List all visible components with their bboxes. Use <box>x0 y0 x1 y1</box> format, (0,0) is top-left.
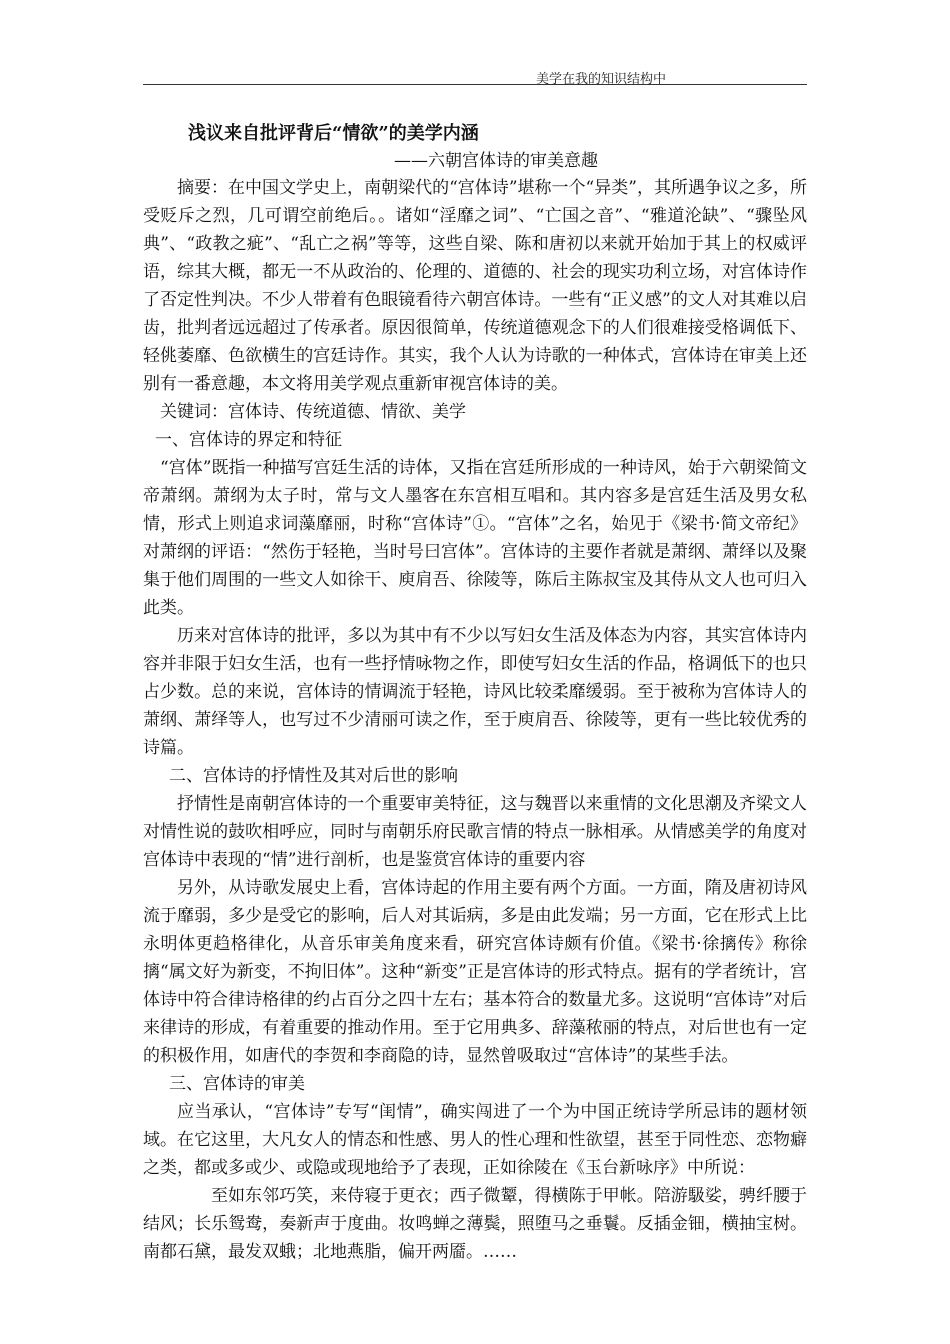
keywords-line: 关键词：宫体诗、传统道德、情欲、美学 <box>160 402 466 422</box>
section1-paragraph-1: “宫体”既指一种描写宫廷生活的诗体，又指在宫廷所形成的一种诗风，始于六朝梁简文帝萧纲。萧纲为太子时，常与文人墨客在东宫相互唱和。其内容多是宫廷生活及男女私情，形式上则追求词藻靡丽，时称“宫体诗”①。“宫体”之名，始见于《梁书·简文帝纪》对萧纲的评语：“然伤于轻艳，当时号曰宫体”。宫体诗的主要作者就是萧纲、萧绎以及聚集于他们周围的一些文人如徐干、庾肩吾、徐陵等，陈后主陈叔宝及其侍从文人也可归入此类。 <box>143 458 807 618</box>
article-body <box>143 120 807 1266</box>
section1-heading: 一、宫体诗的界定和特征 <box>155 430 342 450</box>
section2-paragraph-2: 另外，从诗歌发展史上看，宫体诗起的作用主要有两个方面。一方面，隋及唐初诗风流于靡弱，多少是受它的影响，后人对其诟病，多是由此发端；另一方面，它在形式上比永明体更趋格律化，从音乐审美角度来看，研究宫体诗颇有价值。《梁书·徐摛传》称徐摛“属文好为新变，不拘旧体”。这种“新变”正是宫体诗的形式特点。据有的学者统计，宫体诗中符合律诗格律的约占百分之四十左右；基本符合的数量尤多。这说明“宫体诗”对后来律诗的形成，有着重要的推动作用。至于它用典多、辞藻秾丽的特点，对后世也有一定的积极作用，如唐代的李贺和李商隐的诗，显然曾吸取过“宫体诗”的某些手法。 <box>143 878 807 1066</box>
section3-paragraph-1: 应当承认，“宫体诗”专写“闺情”，确实闯进了一个为中国正统诗学所忌讳的题材领域。在它这里，大凡女人的情态和性感、男人的性心理和性欲望，甚至于同性恋、恋物癖之类，都或多或少、或隐或现地给予了表现，正如徐陵在《玉台新咏序》中所说： <box>143 1102 807 1178</box>
article-title: 浅议来自批评背后“情欲”的美学内涵 <box>188 123 479 144</box>
running-header: 美学在我的知识结构中 <box>535 72 666 87</box>
section3-quotation: 至如东邻巧笑，来侍寝于更衣；西子微颦，得横陈于甲帐。陪游馺娑，骋纤腰于结风；长乐鸳鸯，奏新声于度曲。妆鸣蝉之薄鬓，照堕马之垂鬟。反插金钿，横抽宝树。南都石黛，最发双蛾；北地燕脂，偏开两靥。…… <box>143 1186 807 1262</box>
article-subtitle: ——六朝宫体诗的审美意趣 <box>394 151 598 171</box>
section1-paragraph-2: 历来对宫体诗的批评，多以为其中有不少以写妇女生活及体态为内容，其实宫体诗内容并非限于妇女生活，也有一些抒情咏物之作，即使写妇女生活的作品，格调低下的也只占少数。总的来说，宫体诗的情调流于轻艳，诗风比较柔靡缓弱。至于被称为宫体诗人的萧纲、萧绎等人，也写过不少清丽可读之作，至于庾肩吾、徐陵等，更有一些比较优秀的诗篇。 <box>143 626 807 758</box>
header-divider <box>143 84 807 85</box>
section2-paragraph-1: 抒情性是南朝宫体诗的一个重要审美特征，这与魏晋以来重情的文化思潮及齐梁文人对情性说的鼓吹相呼应，同时与南朝乐府民歌言情的特点一脉相承。从情感美学的角度对宫体诗中表现的“情”进行剖析，也是鉴赏宫体诗的重要内容 <box>143 794 807 870</box>
section3-heading: 三、宫体诗的审美 <box>169 1074 305 1094</box>
section2-heading: 二、宫体诗的抒情性及其对后世的影响 <box>169 766 458 786</box>
abstract-paragraph: 摘要：在中国文学史上，南朝梁代的“宫体诗”堪称一个“异类”，其所遇争议之多，所受贬斥之烈，几可谓空前绝后。。诸如“淫靡之词”、“亡国之音”、“雅道沦缺”、“骤坠风典”、“政教之疵”、“乱亡之祸”等等，这些自梁、陈和唐初以来就开始加于其上的权威评语，综其大概，都无一不从政治的、伦理的、道德的、社会的现实功利立场，对宫体诗作了否定性判决。不少人带着有色眼镜看待六朝宫体诗。一些有“正义感”的文人对其难以启齿，批判者远远超过了传承者。原因很简单，传统道德观念下的人们很难接受格调低下、轻佻萎靡、色欲横生的宫廷诗作。其实，我个人认为诗歌的一种体式，宫体诗在审美上还别有一番意趣，本文将用美学观点重新审视宫体诗的美。 <box>143 178 807 394</box>
